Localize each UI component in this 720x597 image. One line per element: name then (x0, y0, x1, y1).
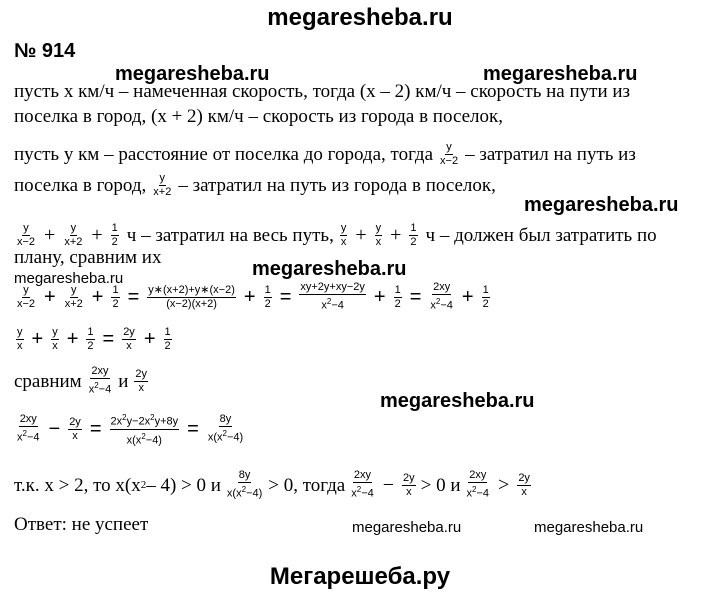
conclusion-line: т.к. x > 2, то x(x 2 – 4) > 0 и $\frac{8y}{x(x^2-4)}$ > 0, тогда $\frac{2xy}{x^2-4}$ − $\frac{2y}{x}$ > 0 и $\frac{2xy}{x^2-4}$ > $\frac{2y}{x}$ (14, 469, 530, 500)
equation-plan: $\frac{y}{x}$ + $\frac{y}{x}$ + $\frac{1}{2}$ = $\frac{2y}{x}$ + $\frac{1}{2}$ (17, 325, 171, 352)
site-footer: Мегарешеба.ру (269, 563, 451, 590)
text-line-3: пусть y км – расстояние от поселка до города, тогда $\frac{y}{x-2}$ – затратил на путь из (14, 140, 636, 167)
watermark: megaresheba.ru (483, 63, 638, 85)
watermark: megaresheba.ru (380, 390, 535, 412)
text-line-6: плану, сравним их (14, 247, 162, 268)
watermark: megaresheba.ru (14, 270, 124, 287)
answer-line: Ответ: не успеет (14, 514, 149, 535)
compare-line: сравним $\frac{2xy}{x^2-4}$ и $\frac{2y}{x}$ (14, 365, 147, 396)
watermark: megaresheba.ru (252, 258, 407, 280)
problem-number: № 914 (14, 40, 76, 62)
watermark: megaresheba.ru (534, 519, 644, 536)
watermark: megaresheba.ru (524, 194, 679, 216)
watermark: megaresheba.ru (352, 519, 462, 536)
text-line-2: поселка в город, (x + 2) км/ч – скорость из города в поселок, (14, 106, 504, 127)
equation-difference: $\frac{2xy}{x^2-4}$ − $\frac{2y}{x}$ = $\frac{2x^2y-2x^2y+8y}{x(x^2-4)}$ = $\frac{8y}{x(x^2-4)}$ (17, 412, 244, 447)
watermark: megaresheba.ru (115, 63, 270, 85)
text-line-1: пусть x км/ч – намеченная скорость, тогда (x – 2) км/ч – скорость на пути из (14, 81, 631, 102)
text-line-4: поселка в город, $\frac{y}{x+2}$ – затратил на путь из города в поселок, (14, 171, 496, 198)
equation-sum: $\frac{y}{x-2}$ + $\frac{y}{x+2}$ + $\frac{1}{2}$ = $\frac{y∗(x+2)+y∗(x-2)}{(x-2)(x+2)}$ + $\frac{1}{2}$ = $\frac{xy+2y+xy-2y}{x^2-4}$ + $\frac{1}{2}$ = $\frac{2xy}{x^2-4}$ + $\frac{1}{2}$ (17, 281, 489, 312)
text-line-5: $\frac{y}{x-2}$ + $\frac{y}{x+2}$ + $\frac{1}{2}$ ч – затратил на весь путь, $\frac{y}{x}$ + $\frac{y}{x}$ + $\frac{1}{2}$ ч – должен был затратить по (17, 221, 657, 248)
site-header: megaresheba.ru (267, 4, 453, 31)
